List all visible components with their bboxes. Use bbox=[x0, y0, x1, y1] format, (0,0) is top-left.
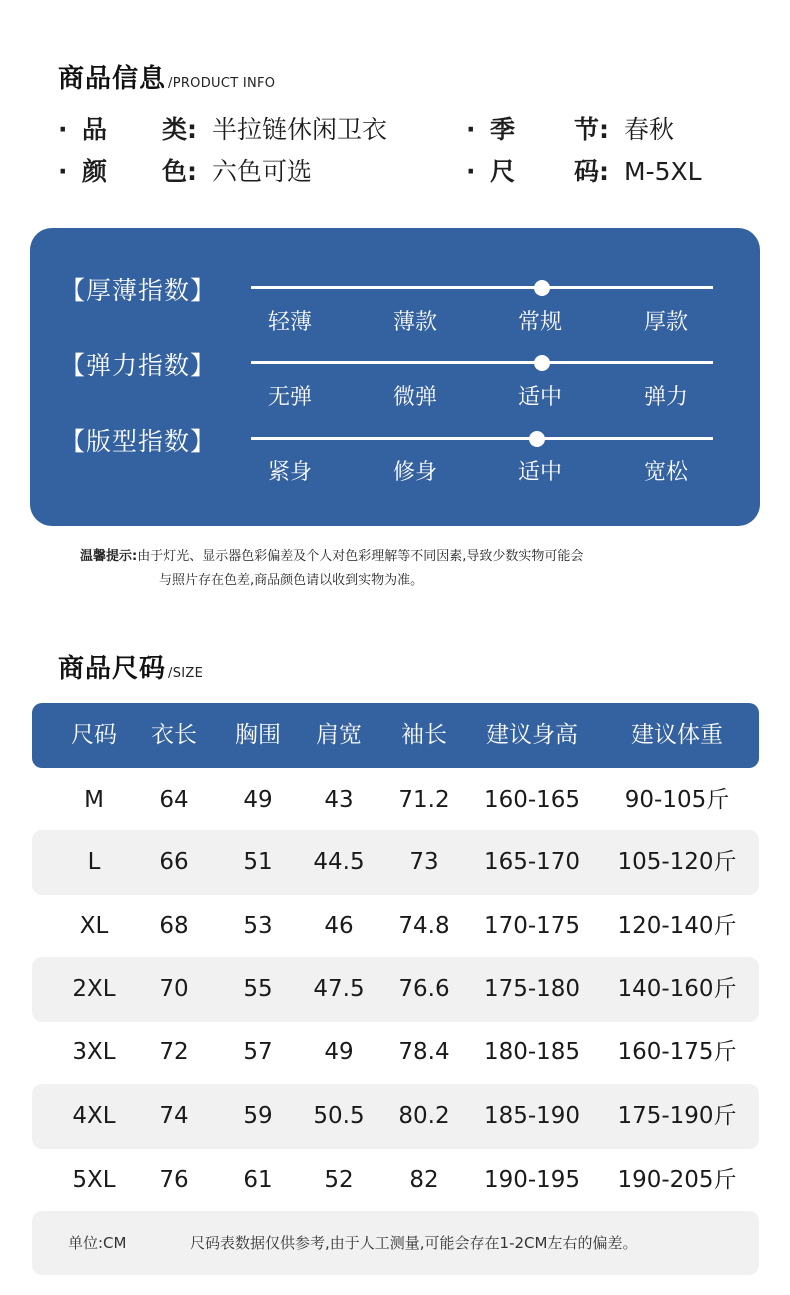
table-row: M 64 49 43 71.2 160-165 90-105斤 bbox=[84, 787, 730, 813]
thickness-track bbox=[251, 286, 713, 289]
table-row: 2XL 70 55 47.5 76.6 175-180 140-160斤 bbox=[32, 957, 759, 1022]
scale-label: 修身 bbox=[392, 460, 437, 485]
product-info-title-cn: 商品信息 bbox=[58, 64, 167, 94]
info-color: · 颜 色: 六色可选 bbox=[58, 155, 438, 189]
scale-label: 弹力 bbox=[643, 385, 688, 410]
header-size: 尺码 bbox=[71, 722, 117, 748]
info-season: · 季 节: 春秋 bbox=[466, 113, 716, 147]
bullet-icon: · bbox=[466, 157, 476, 186]
scale-label: 适中 bbox=[517, 460, 562, 485]
elasticity-index-label: 【弹力指数】 bbox=[60, 351, 217, 380]
header-height: 建议身高 bbox=[486, 722, 578, 748]
bullet-icon: · bbox=[58, 157, 68, 186]
header-length: 衣长 bbox=[151, 722, 197, 748]
unit-label: 单位:CM bbox=[68, 1234, 127, 1252]
thickness-index-label: 【厚薄指数】 bbox=[60, 276, 217, 305]
table-row: 4XL 74 59 50.5 80.2 185-190 175-190斤 bbox=[32, 1084, 759, 1149]
thickness-level-marker bbox=[534, 280, 550, 296]
table-row: 5XL 76 61 52 82 190-195 190-205斤 bbox=[72, 1167, 737, 1193]
header-weight: 建议体重 bbox=[631, 722, 723, 748]
bullet-icon: · bbox=[466, 115, 476, 144]
info-size: · 尺 码: M-5XL bbox=[466, 155, 716, 189]
scale-label: 厚款 bbox=[643, 310, 688, 335]
info-category: · 品 类: 半拉链休闲卫衣 bbox=[58, 113, 438, 147]
scale-label: 薄款 bbox=[392, 310, 437, 335]
scale-label: 紧身 bbox=[267, 460, 312, 485]
scale-label: 宽松 bbox=[643, 460, 688, 485]
color-disclaimer bbox=[80, 545, 583, 593]
elasticity-level-marker bbox=[534, 355, 550, 371]
table-row: L 66 51 44.5 73 165-170 105-120斤 bbox=[32, 830, 759, 895]
fit-index-label: 【版型指数】 bbox=[60, 427, 217, 456]
measurement-note: 尺码表数据仅供参考,由于人工测量,可能会存在1-2CM左右的偏差。 bbox=[190, 1234, 638, 1252]
product-info-title-en: /PRODUCT INFO bbox=[168, 76, 276, 91]
info-size-value: M-5XL bbox=[624, 157, 702, 186]
table-row: 3XL 72 57 49 78.4 180-185 160-175斤 bbox=[72, 1039, 737, 1065]
size-section-title-cn: 商品尺码 bbox=[58, 654, 167, 684]
index-panel bbox=[30, 228, 760, 526]
header-sleeve: 袖长 bbox=[401, 722, 447, 748]
size-table-header bbox=[32, 703, 759, 768]
size-section-title-en: /SIZE bbox=[168, 666, 204, 681]
scale-label: 轻薄 bbox=[267, 310, 312, 335]
scale-label: 适中 bbox=[517, 385, 562, 410]
table-row: XL 68 53 46 74.8 170-175 120-140斤 bbox=[79, 913, 737, 939]
info-season-value: 春秋 bbox=[624, 115, 675, 144]
header-chest: 胸围 bbox=[235, 722, 281, 748]
fit-level-marker bbox=[529, 431, 545, 447]
scale-label: 无弹 bbox=[267, 385, 312, 410]
tip-line-2: 与照片存在色差,商品颜色请以收到实物为准。 bbox=[159, 573, 424, 588]
bullet-icon: · bbox=[58, 115, 68, 144]
tip-heading: 温馨提示: bbox=[80, 549, 138, 564]
info-category-value: 半拉链休闲卫衣 bbox=[212, 115, 388, 144]
size-table-footnote bbox=[32, 1211, 759, 1275]
tip-line-1: 由于灯光、显示器色彩偏差及个人对色彩理解等不同因素,导致少数实物可能会 bbox=[137, 549, 584, 564]
info-color-value: 六色可选 bbox=[212, 157, 313, 186]
header-shoulder: 肩宽 bbox=[316, 722, 362, 748]
fit-track bbox=[251, 437, 713, 440]
scale-label: 常规 bbox=[517, 310, 562, 335]
size-section-title bbox=[58, 648, 203, 685]
product-info-title bbox=[58, 58, 275, 95]
elasticity-track bbox=[251, 361, 713, 364]
scale-label: 微弹 bbox=[392, 385, 437, 410]
